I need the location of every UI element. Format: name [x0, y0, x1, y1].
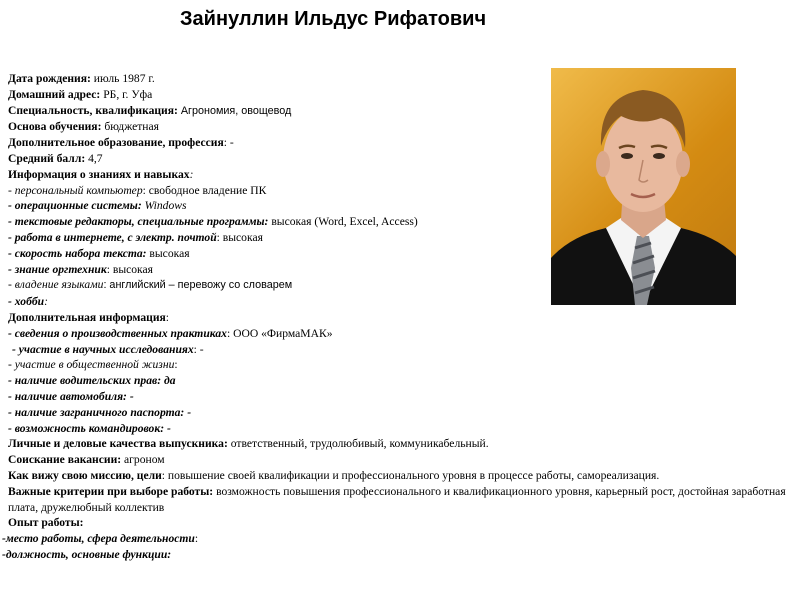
line-label: - знание оргтехник: [8, 262, 107, 276]
page-title: Зайнуллин Ильдус Рифатович: [180, 8, 487, 30]
line-label: Опыт работы:: [8, 516, 84, 530]
line-value: высокая (Word, Excel, Access): [268, 215, 418, 229]
info-line-average-grade: [8, 151, 788, 167]
info-line-workplace: [2, 531, 788, 547]
info-line-internships: [8, 326, 788, 342]
line-label: Дата рождения:: [8, 72, 91, 85]
info-line-address: [8, 87, 788, 103]
info-line-additional-header: [8, 310, 788, 326]
line-label: Как вижу свою миссию, цели: [8, 468, 162, 482]
info-line-experience-header: [8, 515, 788, 531]
line-value: агроном: [121, 453, 165, 467]
info-line-extra-education: [8, 135, 788, 151]
line-label: - владение языками: [8, 278, 104, 292]
line-value: :: [189, 167, 194, 181]
line-label: - сведения о производственных практиках: [8, 326, 227, 340]
line-label: - участие в научных исследованиях: [12, 342, 194, 356]
line-label: -место работы, сфера деятельности: [2, 532, 195, 546]
line-label: - участие в общественной жизни: [8, 358, 175, 372]
line-label: - хобби: [8, 295, 45, 309]
line-label: Важные критерии при выборе работы:: [8, 484, 214, 498]
line-value: :: [194, 532, 199, 546]
line-value: Агрономия, овощевод: [177, 104, 292, 117]
line-label: Специальность, квалификация:: [8, 103, 178, 117]
line-label: Информация о знаниях и навыках: [8, 167, 190, 181]
info-line-languages: [8, 277, 788, 294]
info-line-business-trips: [8, 421, 788, 437]
line-label: Дополнительное образование, профессия: [8, 136, 224, 150]
info-line-study-basis: [8, 119, 788, 135]
line-value: ответственный, трудолюбивый, коммуникабельный.: [227, 437, 489, 451]
line-label: - наличие водительских прав: да: [8, 374, 176, 388]
line-label: - возможность командировок: -: [8, 421, 171, 435]
line-label: - текстовые редакторы, специальные программы:: [8, 215, 269, 229]
line-value: бюджетная: [101, 120, 159, 134]
line-value: : английский – перевожу со словарем: [103, 279, 293, 292]
line-value: : ООО «ФирмаМАК»: [226, 326, 333, 340]
line-value: : высокая: [216, 230, 263, 244]
line-label: Соискание вакансии:: [8, 453, 122, 467]
line-label: - работа в интернете, с электр. почтой: [8, 230, 217, 244]
line-value: 4,7: [85, 151, 103, 165]
info-line-hobby: [8, 294, 788, 310]
line-value: : высокая: [106, 262, 153, 276]
line-value: : -: [223, 136, 234, 150]
line-label: - наличие автомобиля: -: [8, 389, 134, 403]
line-value: : свободное владение ПК: [142, 183, 267, 197]
line-label: Личные и деловые качества выпускника:: [8, 437, 228, 451]
info-line-mission: [8, 468, 788, 484]
line-value: РБ, г. Уфа: [100, 87, 153, 101]
line-value: :: [44, 295, 48, 309]
line-value: июль 1987 г.: [90, 72, 155, 85]
line-value: :: [174, 358, 178, 372]
info-line-research: [12, 342, 788, 358]
info-line-car: [8, 389, 788, 405]
line-label: - операционные системы:: [8, 199, 142, 213]
info-line-public-life: [8, 357, 788, 373]
line-value: : повышение своей квалификации и профессионального уровня в процессе работы, самореализация.: [161, 468, 660, 482]
info-line-birthdate: [8, 71, 788, 87]
info-line-driving-license: [8, 373, 788, 389]
info-line-personal-qualities: [8, 436, 788, 452]
line-label: - скорость набора текста:: [8, 246, 147, 260]
line-value: : -: [193, 342, 204, 356]
line-label: Домашний адрес:: [8, 87, 101, 101]
line-label: Основа обучения:: [8, 120, 102, 134]
info-line-internet-skill: [8, 230, 788, 246]
profile-details: [2, 71, 788, 563]
line-value: :: [165, 310, 170, 324]
info-line-pc-skill: [8, 183, 788, 199]
info-line-job-criteria: [8, 484, 788, 516]
info-line-office-equipment: [8, 262, 788, 278]
info-line-passport: [8, 405, 788, 421]
info-line-skills-header: [8, 167, 788, 183]
line-value: высокая: [146, 246, 190, 260]
line-label: - персональный компьютер: [8, 183, 143, 197]
line-label: - наличие заграничного паспорта: -: [8, 405, 192, 419]
info-line-os-skill: [8, 198, 788, 214]
info-line-vacancy: [8, 452, 788, 468]
line-label: -должность, основные функции:: [2, 547, 172, 561]
info-line-specialty: [8, 103, 788, 120]
line-value: возможность повышения профессионального и квалификационного уровня, карьерный рост, достойная заработная плата, дружелюбный коллектив: [8, 484, 786, 514]
line-value: Windows: [141, 199, 187, 213]
info-line-software-skill: [8, 214, 788, 230]
info-line-typing-speed: [8, 246, 788, 262]
line-label: Средний балл:: [8, 151, 86, 165]
line-label: Дополнительная информация: [8, 310, 166, 324]
info-line-position: [2, 547, 788, 563]
